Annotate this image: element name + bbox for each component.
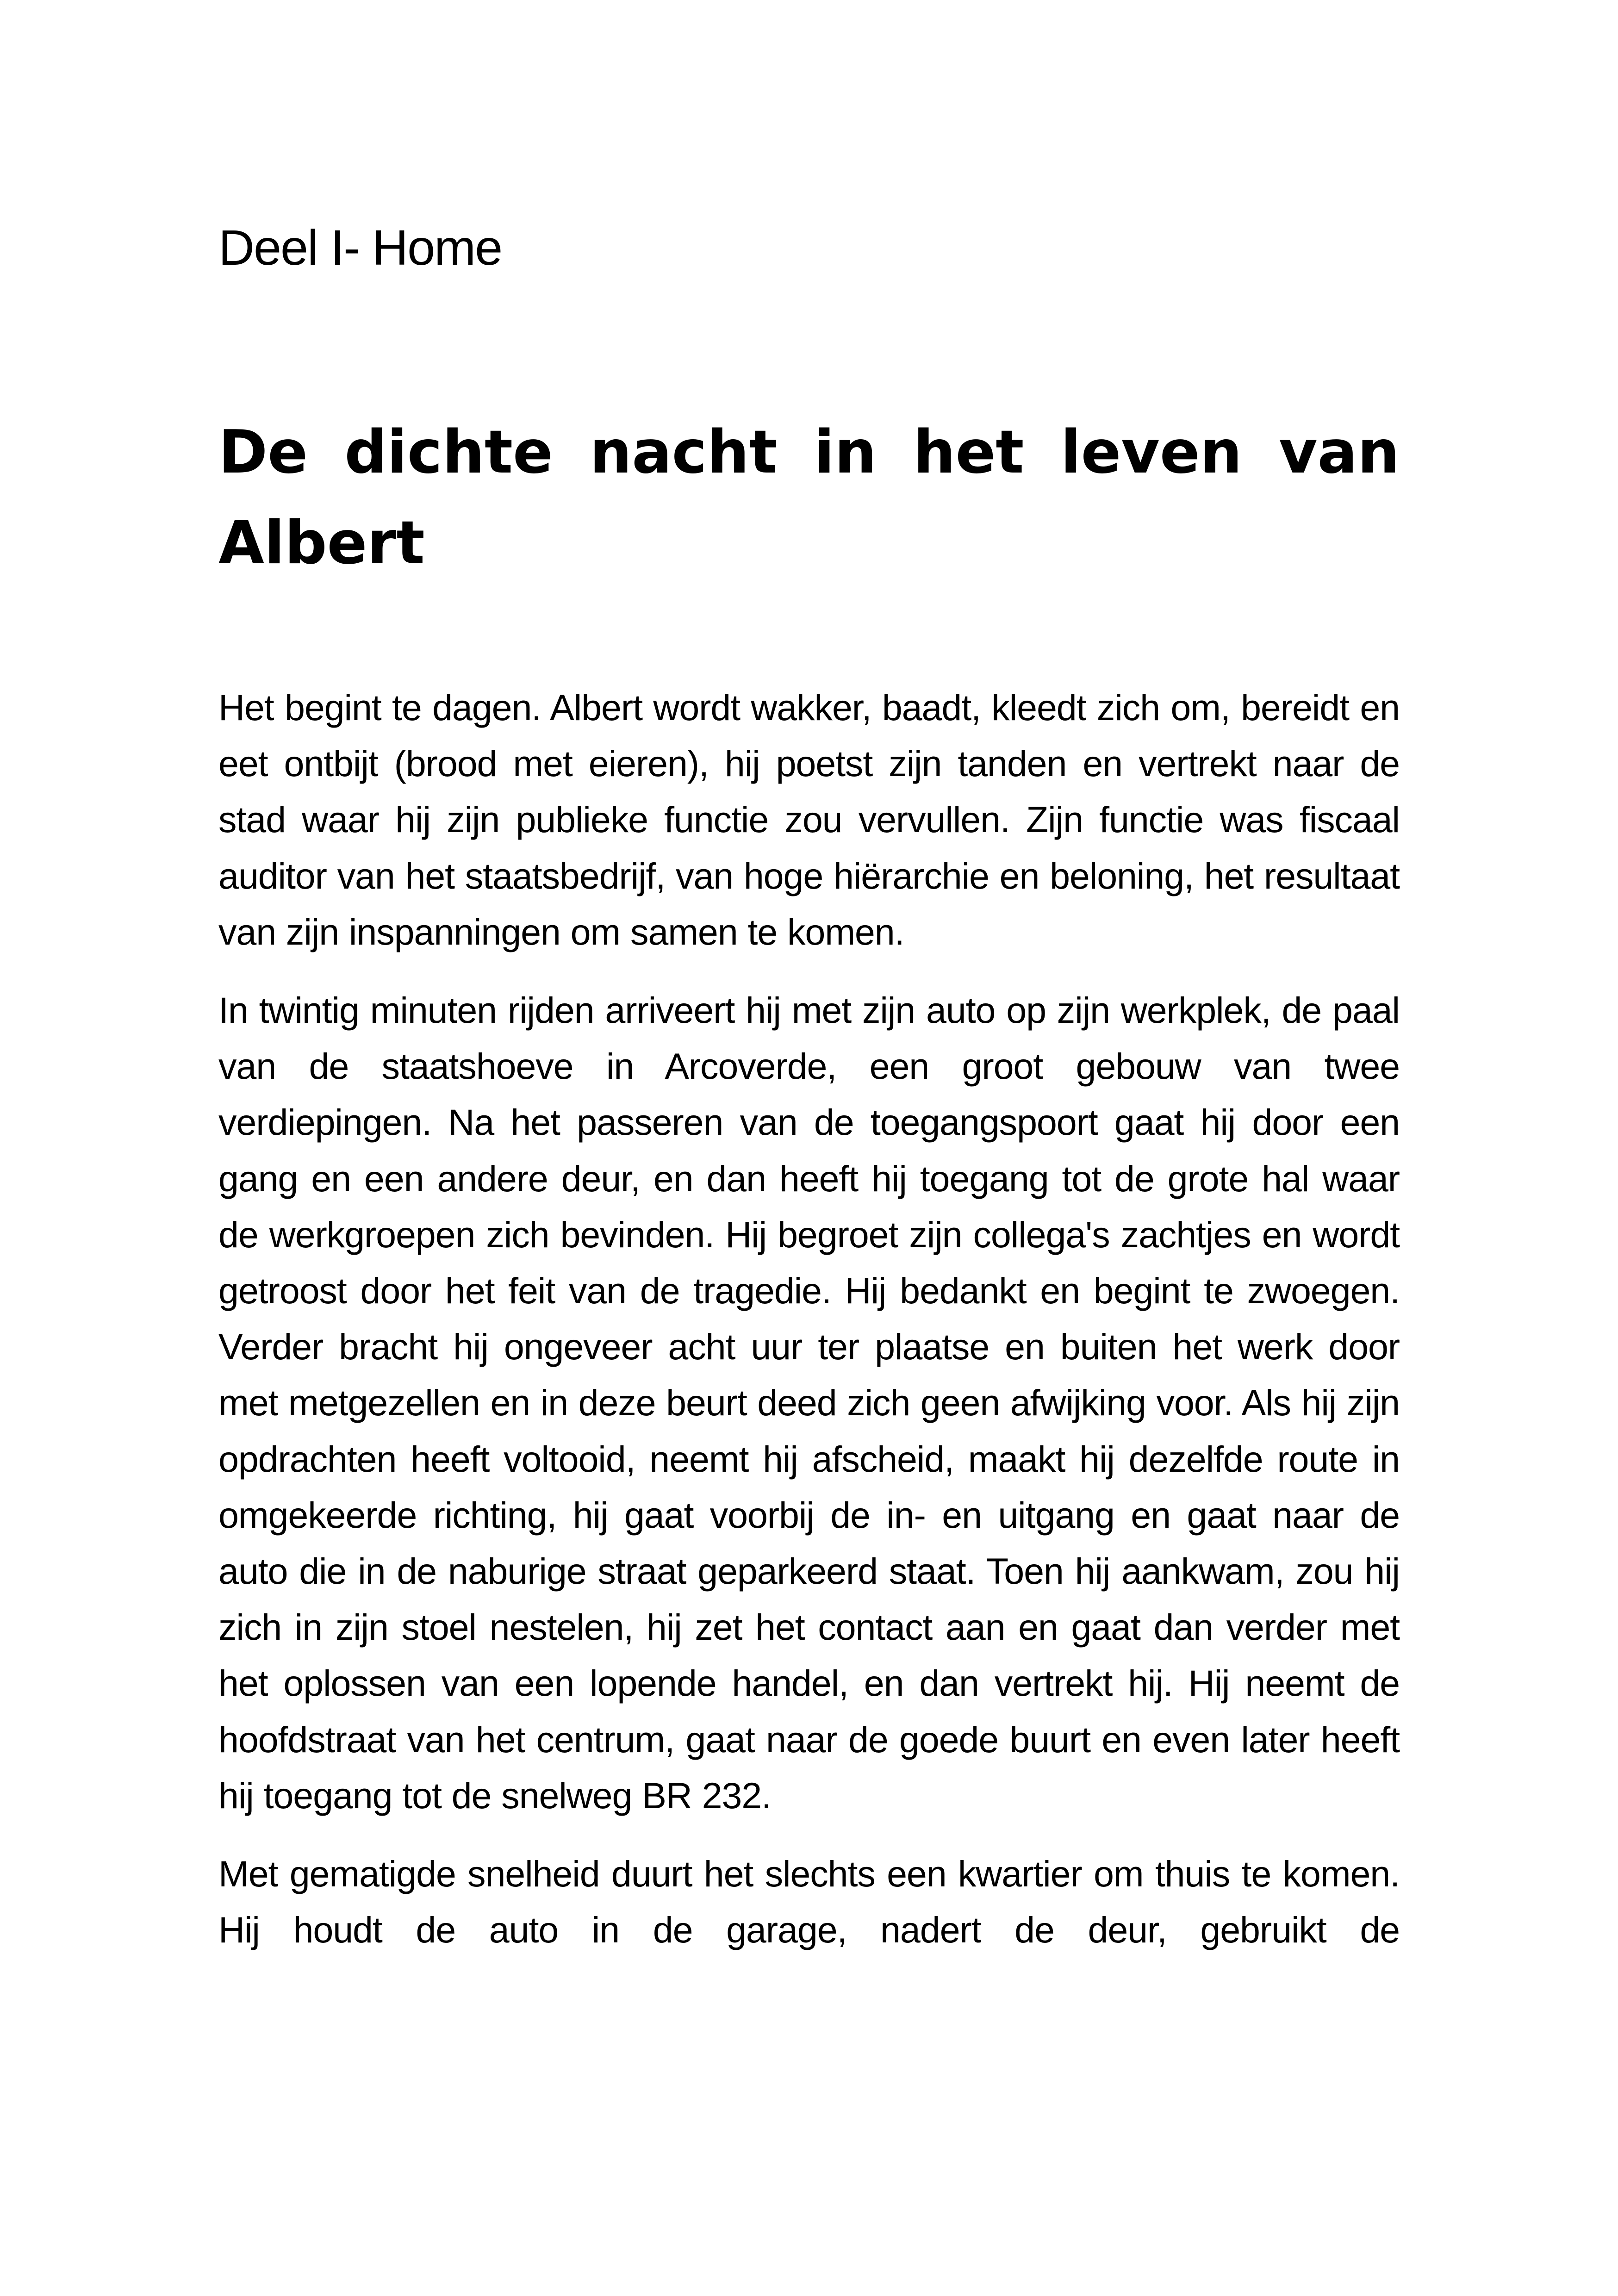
paragraph-1: Het begint te dagen. Albert wordt wakker, baadt, kleedt zich om, bereidt en eet ontbijt (brood met eieren), hij poetst zijn tanden en vertrekt naar de stad waar hij zijn publieke functie zou vervullen. Zijn functie was fiscaal auditor van het staatsbedrijf, van hoge hiërarchie en beloning, het resultaat van zijn inspanningen om samen te komen. xyxy=(218,687,1400,952)
body-text xyxy=(218,679,1400,1980)
paragraph-3: Met gematigde snelheid duurt het slechts een kwartier om thuis te komen. Hij houdt de auto in de garage, nadert de deur, gebruikt de xyxy=(218,1853,1400,1951)
chapter-title: De dichte nacht in het leven van Albert xyxy=(218,418,1400,578)
text-column xyxy=(218,218,1400,1951)
part-label: Deel I- Home xyxy=(218,219,502,275)
paragraph-2: In twintig minuten rijden arriveert hij met zijn auto op zijn werkplek, de paal van de staatshoeve in Arcoverde, een groot gebouw van twee verdiepingen. Na het passeren van de toegangspoort gaat hij door een gang en een andere deur, en dan heeft hij toegang tot de grote hal waar de werkgroepen zich bevinden. Hij begroet zijn collega's zachtjes en wordt getroost door het feit van de tragedie. Hij bedankt en begint te zwoegen. Verder bracht hij ongeveer acht uur ter plaatse en buiten het werk door met metgezellen en in deze beurt deed zich geen afwijking voor. Als hij zijn opdrachten heeft voltooid, neemt hij afscheid, maakt hij dezelfde route in omgekeerde richting, hij gaat voorbij de in- en uitgang en gaat naar de auto die in de naburige straat geparkeerd staat. Toen hij aankwam, zou hij zich in zijn stoel nestelen, hij zet het contact aan en gaat dan verder met het oplossen van een lopende handel, en dan vertrekt hij. Hij neemt de hoofdstraat van het centrum, gaat naar de goede buurt en even later heeft hij toegang tot de snelweg BR 232. xyxy=(218,989,1400,1816)
